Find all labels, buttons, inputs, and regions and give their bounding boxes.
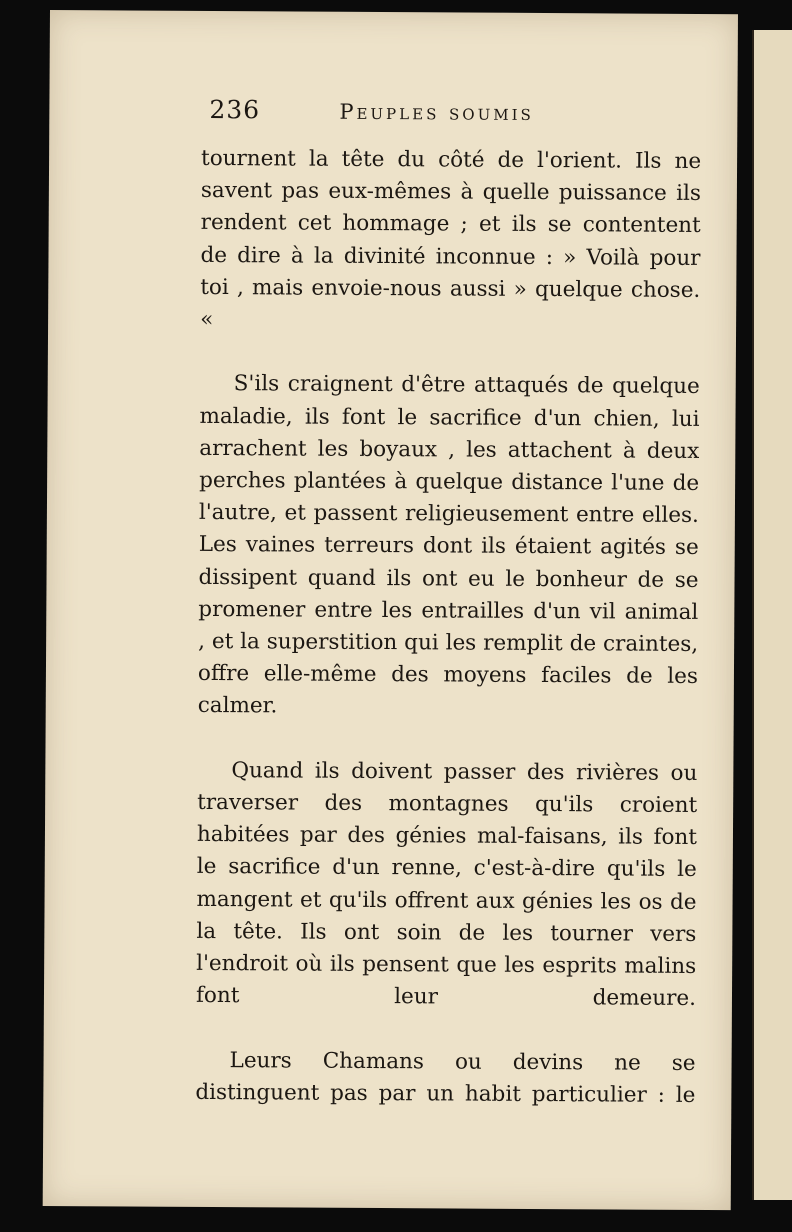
- page-header: [209, 95, 709, 138]
- book-page: [43, 10, 738, 1210]
- paragraph-3: Quand ils doivent passer des rivières ou traverser des montagnes qu'ils croient habitées par des génies mal-faisans, ils font le sacrifice d'un renne, c'est-à-dire qu'ils le mangent et qu'ils offrent aux génies les os de la tête. Ils ont soin de les tourner vers l'endroit où ils pensent que les esprits malins font leur demeure.: [195, 757, 698, 1012]
- body-text: [195, 143, 701, 1144]
- paragraph-1: tournent la tête du côté de l'orient. Ils ne savent pas eux-mêmes à quelle puissance ils rendent cet hommage ; et ils se contentent de dire à la divinité inconnue : » Voilà pour toi , mais envoie-nous aussi » quelque chose. «: [200, 145, 702, 333]
- paragraph-4: Leurs Chamans ou devins ne se distinguent pas par un habit particulier : le: [195, 1047, 696, 1108]
- page-number: 236: [209, 94, 261, 125]
- adjacent-page-edge: [752, 30, 792, 1200]
- running-title: Peuples soumis: [339, 99, 534, 125]
- paragraph-2: S'ils craignent d'être attaqués de quelque maladie, ils font le sacrifice d'un chien, lui arrachent les boyaux , les attachent à deux perches plantées à quelque distance l'une de l'autre, et passent religieusement entre elles. Les vaines terreurs dont ils étaient agités se dissipent quand ils ont eu le bonheur de se promener entre les entrailles d'un vil animal , et la superstition qui les remplit de craintes, offre elle-même des moyens faciles de les calmer.: [197, 371, 700, 719]
